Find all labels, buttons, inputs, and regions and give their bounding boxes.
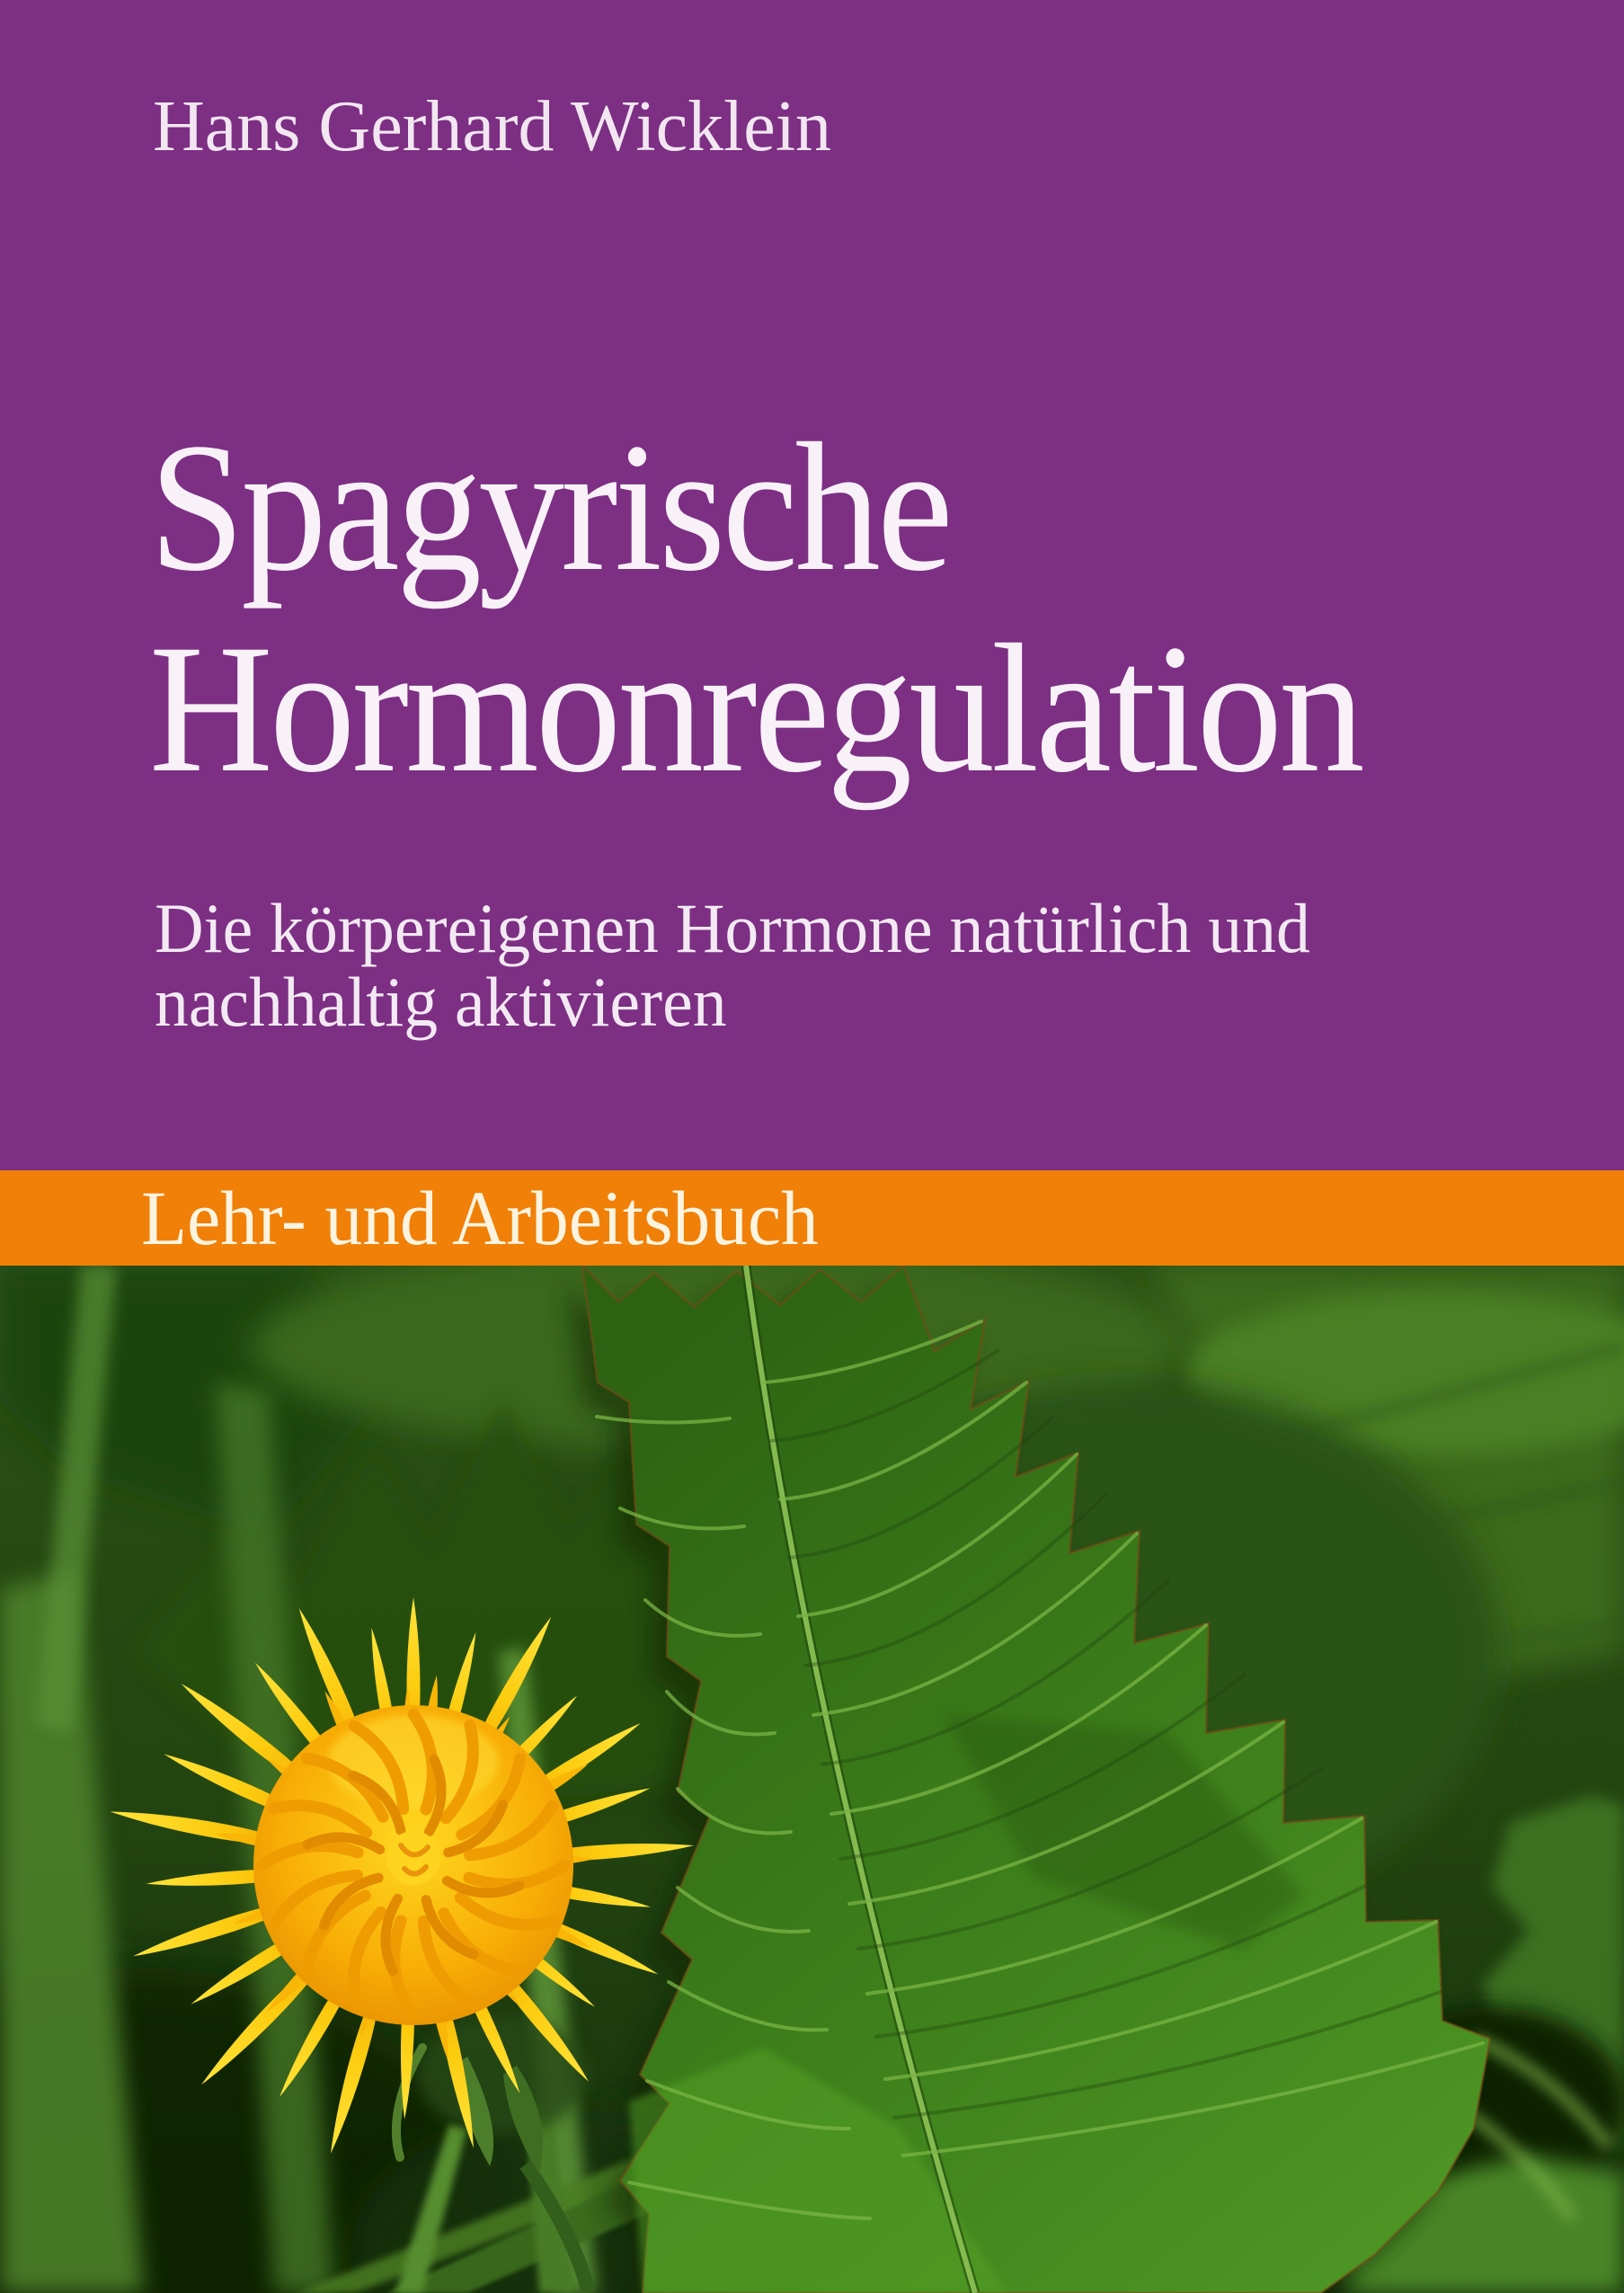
banner-label: Lehr- und Arbeitsbuch (141, 1175, 819, 1261)
book-title-line-1: Spagyrische (149, 405, 950, 609)
book-title-line-2: Hormonregulation (149, 607, 1362, 811)
banner-bar (0, 1170, 1624, 1266)
flower-center (253, 1705, 573, 2025)
author-name: Hans Gerhard Wicklein (153, 87, 832, 166)
cover-photo-illustration (0, 1266, 1624, 2293)
subtitle-line-2: nachhaltig aktivieren (155, 963, 727, 1041)
cover-photo (0, 1266, 1624, 2293)
subtitle-line-1: Die körpereigenen Hormone natürlich und (155, 889, 1310, 967)
